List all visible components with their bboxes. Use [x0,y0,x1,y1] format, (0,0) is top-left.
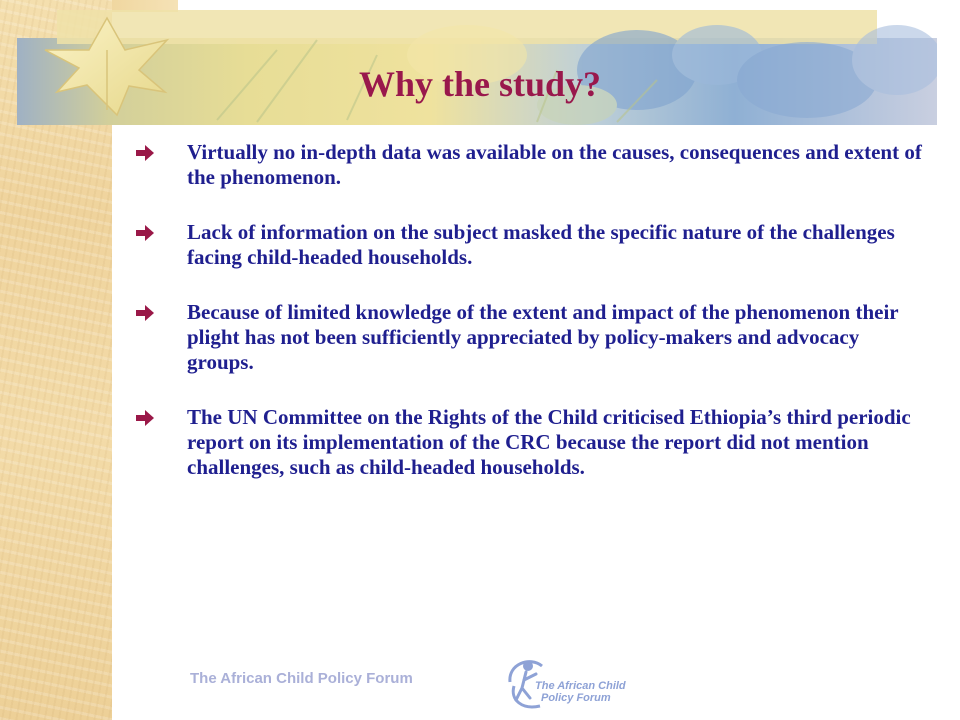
bullet-text: Lack of information on the subject masked the specific nature of the challenges facing child-headed households. [187,220,895,269]
logo-text-line2: Policy Forum [541,692,611,704]
bullet-text: Because of limited knowledge of the extent and impact of the phenomenon their plight has not been sufficiently appreciated by policy-makers and advocacy groups. [187,300,899,374]
right-arrow-icon [134,408,156,428]
right-arrow-icon [134,303,156,323]
bullet-item [134,140,924,190]
bullet-text: The UN Committee on the Rights of the Child criticised Ethiopia’s third periodic report on its implementation of the CRC because the report did not mention challenges, such as child-headed households. [187,405,911,479]
right-arrow-icon [134,223,156,243]
logo-text-line1: The African Child [535,680,626,692]
bullet-item [134,220,924,270]
right-arrow-icon [134,143,156,163]
footer-organization-name: The African Child Policy Forum [190,670,413,687]
bullet-list [134,140,924,510]
bullet-item [134,405,924,480]
bullet-item [134,300,924,375]
slide-title: Why the study? [358,64,602,104]
bullet-text: Virtually no in-depth data was available on the causes, consequences and extent of the phenomenon. [187,140,922,189]
